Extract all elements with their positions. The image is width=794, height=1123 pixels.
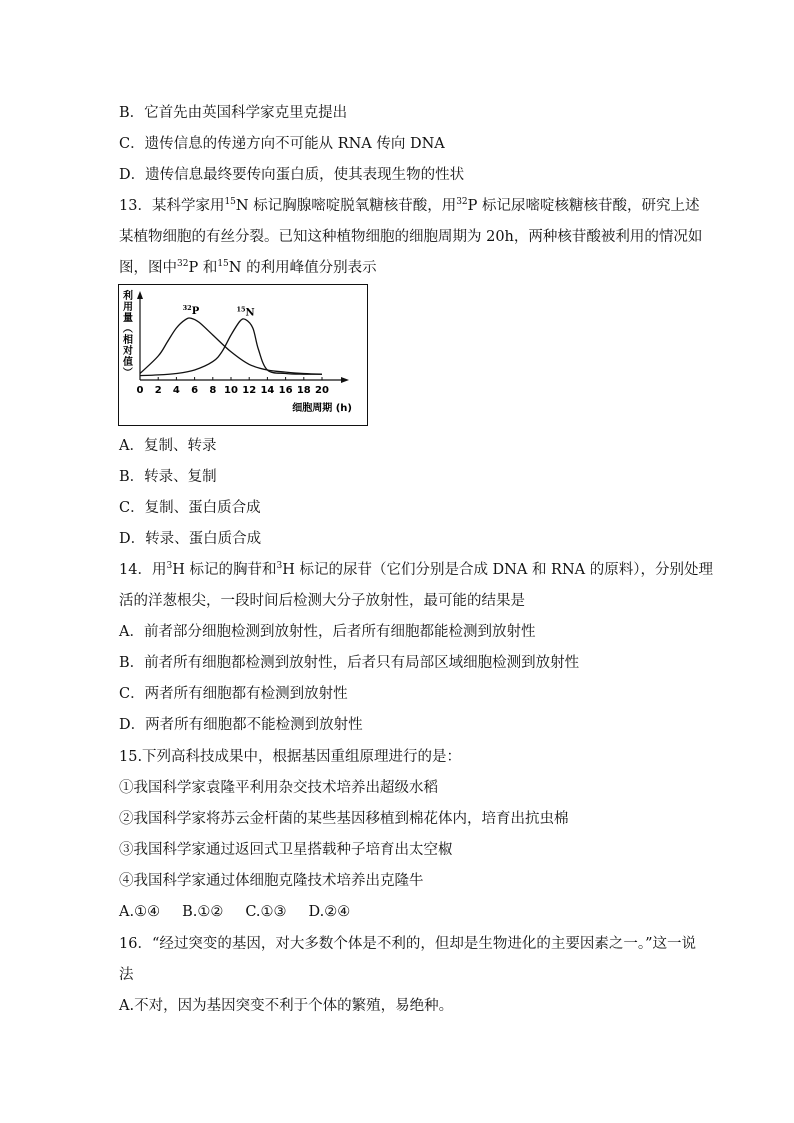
y-axis-label-char: （ (121, 323, 132, 333)
y-axis-label-char: 利 (123, 291, 133, 302)
q13-option-a: A．复制、转录 (119, 438, 217, 454)
q15-stem: 15.下列高科技成果中，根据基因重组原理进行的是： (119, 749, 462, 765)
x-tick-label: 10 (224, 385, 238, 396)
q15-item-2: ②我国科学家将苏云金杆菌的某些基因移植到棉花体内，培育出抗虫棉 (119, 811, 569, 827)
x-tick-label: 4 (172, 385, 180, 396)
q15-option-c: C.①③ (245, 904, 287, 920)
q15-option-d: D.②④ (308, 904, 351, 920)
q15-options (119, 903, 372, 921)
q15-item-1: ①我国科学家袁隆平利用杂交技术培养出超级水稻 (119, 780, 438, 796)
x-tick-label: 14 (260, 385, 275, 396)
series-label-15N: $^{15}$N (236, 305, 255, 319)
q15-item-4: ④我国科学家通过体细胞克隆技术培养出克隆牛 (119, 873, 424, 889)
x-tick-label: 8 (209, 385, 217, 396)
y-axis-label (121, 289, 134, 377)
y-axis-label-char: 值 (123, 357, 133, 368)
x-tick-label: 16 (278, 385, 293, 396)
q13-option-b: B．转录、复制 (119, 469, 217, 485)
q13-stem-line1: 13．某科学家用$^{15}$N 标记胸腺嘧啶脱氧糖核苷酸，用$^{32}$P 标记尿嘧啶核糖核苷酸，研究上述 (119, 197, 700, 214)
x-axis-arrow (341, 377, 349, 383)
q14-option-d: D．两者所有细胞都不能检测到放射性 (119, 717, 363, 733)
q14-option-b: B．前者所有细胞都检测到放射性，后者只有局部区域细胞检测到放射性 (119, 655, 580, 671)
q12-option-c: C．遗传信息的传递方向不可能从 RNA 传向 DNA (119, 136, 445, 152)
q16-option-a: A.不对，因为基因突变不利于个体的繁殖，易绝种。 (119, 998, 454, 1014)
y-axis-arrow (137, 291, 143, 299)
q13-option-c: C．复制、蛋白质合成 (119, 500, 261, 516)
x-axis-label: 细胞周期 (h) (292, 403, 352, 414)
q13-option-d: D．转录、蛋白质合成 (119, 531, 262, 547)
x-tick-label: 0 (136, 385, 144, 396)
q14-option-a: A．前者部分细胞检测到放射性，后者所有细胞都能检测到放射性 (119, 624, 536, 640)
q14-option-c: C．两者所有细胞都有检测到放射性 (119, 686, 348, 702)
q15-item-3: ③我国科学家通过返回式卫星搭载种子培育出太空椒 (119, 842, 453, 858)
chart-svg (119, 285, 367, 425)
series-group (140, 304, 322, 375)
q15-option-a: A.①④ (119, 904, 161, 920)
q13-stem-line2: 某植物细胞的有丝分裂。已知这种植物细胞的细胞周期为 20h，两种核苷酸被利用的情况如 (119, 229, 703, 245)
q13-stem-line3: 图，图中$^{32}$P 和$^{15}$N 的利用峰值分别表示 (119, 259, 377, 276)
x-tick-label: 12 (242, 385, 257, 396)
y-axis-label-char: ） (121, 367, 132, 377)
utilization-chart (118, 284, 368, 426)
series-label-32P: $^{32}$P (182, 304, 200, 318)
y-axis-label-char: 用 (123, 302, 133, 313)
y-axis-label-char: 相 (123, 335, 133, 346)
q15-option-b: B.①② (182, 904, 224, 920)
y-axis-label-char: 量 (123, 313, 133, 324)
q12-option-d: D．遗传信息最终要传向蛋白质，使其表现生物的性状 (119, 167, 465, 183)
q14-stem-line2: 活的洋葱根尖，一段时间后检测大分子放射性，最可能的结果是 (119, 593, 525, 609)
series-line-15N (140, 319, 322, 376)
series-line-32P (140, 318, 322, 374)
q16-stem-line2: 法 (119, 967, 134, 983)
y-axis-label-char: 对 (123, 346, 133, 357)
x-tick-label: 2 (154, 385, 162, 396)
x-tick-label: 20 (315, 385, 329, 396)
x-tick-label: 6 (191, 385, 199, 396)
q12-option-b: B．它首先由英国科学家克里克提出 (119, 105, 348, 121)
q16-stem-line1: 16．“经过突变的基因，对大多数个体是不利的，但却是生物进化的主要因素之一。”这一说 (119, 936, 697, 952)
q14-stem-line1: 14．用$^3$H 标记的胸苷和$^3$H 标记的尿苷（它们分别是合成 DNA 和 RNA 的原料），分别处理 (119, 561, 713, 578)
x-tick-label: 18 (296, 385, 311, 396)
